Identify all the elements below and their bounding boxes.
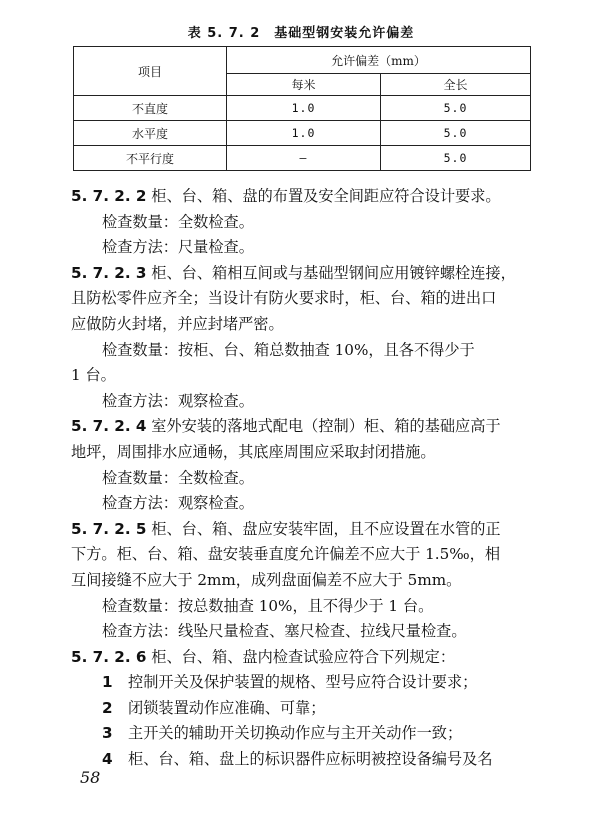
table-row [74,96,531,121]
body-text [71,184,547,773]
text-line: 检查数量：按柜、台、箱总数抽查 10%，且各不得少于 [102,340,475,359]
text-line: 下方。柜、台、箱、盘安装垂直度允许偏差不应大于 1.5‰，相 [71,545,501,564]
row-per-meter: 1.0 [227,96,381,121]
text-line: 检查方法：线坠尺量检查、塞尺检查、拉线尺量检查。 [102,622,467,641]
text-line: 检查数量：按总数抽查 10%，且不得少于 1 台。 [102,596,434,615]
row-name: 不直度 [74,96,227,121]
row-per-meter: 1.0 [227,121,381,146]
list-item: 4 柜、台、箱、盘上的标识器件应标明被控设备编号及名 [71,747,547,773]
tolerance-table [73,46,531,171]
text-line: 检查方法：观察检查。 [102,391,254,410]
text-line: 检查方法：观察检查。 [102,494,254,513]
text-line: 检查方法：尺量检查。 [102,238,254,257]
text-line: 互间接缝不应大于 2mm，成列盘面偏差不应大于 5mm。 [71,570,462,589]
text-line: 5. 7. 2. 4 室外安装的落地式配电（控制）柜、箱的基础应高于 [71,417,501,436]
row-total: 5.0 [381,96,531,121]
text-line: 1 台。 [71,366,116,385]
item-number: 1 [102,673,113,692]
row-total: 5.0 [381,121,531,146]
clause-number: 5. 7. 2. 2 [71,187,147,205]
row-name: 不平行度 [74,146,227,171]
text-line: 5. 7. 2. 3 柜、台、箱相互间或与基础型钢间应用镀锌螺栓连接， [71,263,516,282]
header-item: 项目 [74,47,227,96]
clause-number: 5. 7. 2. 6 [71,647,147,666]
clause-number: 5. 7. 2. 4 [71,417,147,436]
table-row [74,121,531,146]
list-item: 3 主开关的辅助开关切换动作应与主开关动作一致； [71,721,547,747]
list-item: 1 控制开关及保护装置的规格、型号应符合设计要求； [71,670,547,696]
text-line: 5. 7. 2. 5 柜、台、箱、盘应安装牢固，且不应设置在水管的正 [71,519,501,538]
text-line: 应做防火封堵，并应封堵严密。 [71,314,284,333]
item-number: 4 [102,750,113,769]
table-title: 表 5. 7. 2 基础型钢安装允许偏差 [187,26,415,41]
table-row [74,146,531,171]
clause-number: 5. 7. 2. 5 [71,519,147,538]
row-total: 5.0 [381,146,531,171]
list-item: 2 闭锁装置动作应准确、可靠； [71,696,547,722]
clause-number: 5. 7. 2. 3 [71,263,147,282]
header-tolerance: 允许偏差（mm） [227,47,531,74]
item-number: 2 [102,698,113,717]
text-line: 检查数量：全数检查。 [102,212,254,231]
text-line: 检查数量：全数检查。 [102,468,254,487]
header-per-meter: 每米 [227,74,381,96]
text-line: 地坪，周围排水应通畅，其底座周围应采取封闭措施。 [71,442,436,461]
row-name: 水平度 [74,121,227,146]
page-number: 58 [80,768,101,787]
row-per-meter: — [227,146,381,171]
header-total-length: 全长 [381,74,531,96]
text-line: 5. 7. 2. 2 柜、台、箱、盘的布置及安全间距应符合设计要求。 [71,187,501,205]
text-line: 且防松零件应齐全；当设计有防火要求时，柜、台、箱的进出口 [71,289,497,308]
text-line: 5. 7. 2. 6 柜、台、箱、盘内检查试验应符合下列规定： [71,647,456,666]
item-number: 3 [102,724,113,743]
